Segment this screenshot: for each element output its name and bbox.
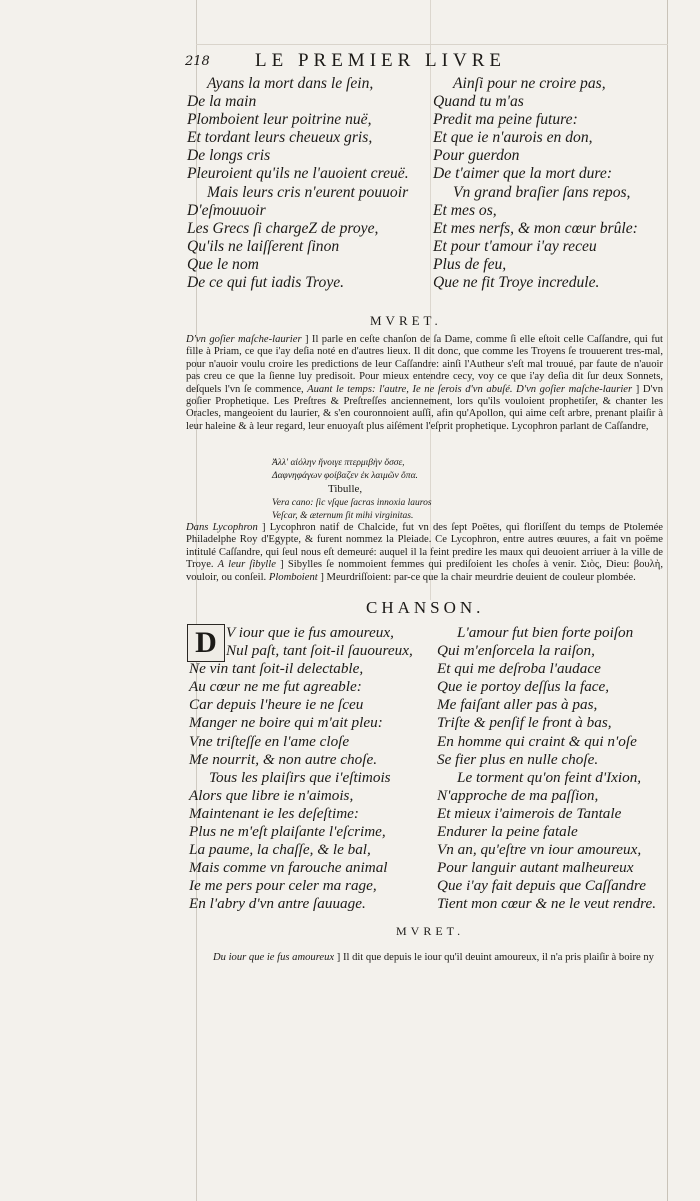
verse-line: Pleuroient qu'ils ne l'auoient creuë. — [187, 165, 409, 183]
verse-line: Ie me pers pour celer ma rage, — [189, 877, 377, 895]
verse-line: Ne vin tant ſoit-il delectable, — [189, 660, 364, 678]
lemma: Du iour que ie fus amoureux — [213, 952, 335, 963]
greek-quote-line: Ἀλλ' αἰόλην ἤνοιγε πτερμιβὴν ὄσσε, — [272, 458, 405, 468]
verse-line: Et mes nerfs, & mon cœur brûle: — [433, 219, 638, 237]
verse-line: Triſte & penſif le front à bas, — [437, 714, 612, 732]
lemma: Dans Lycophron — [186, 522, 258, 533]
poem1-left-column — [187, 75, 409, 292]
verse-line: Qu'ils ne laiſſerent ſinon — [187, 237, 340, 255]
commentary-paragraph — [186, 522, 663, 584]
verse-line: Plus de feu, — [433, 255, 507, 273]
verse-line: De la main — [187, 93, 257, 111]
verse-line: Que le nom — [187, 255, 259, 273]
verse-line: Que i'ay fait depuis que Caſſandre — [437, 877, 646, 895]
commentary-block — [186, 334, 663, 433]
verse-line: Me nourrit, & non autre choſe. — [189, 750, 377, 768]
decorated-initial: D — [187, 624, 225, 662]
verse-line: Tous les plaiſirs que i'eſtimois — [209, 768, 391, 786]
verse-line: En homme qui craint & qui n'oſe — [437, 732, 637, 750]
verse-line: En l'abry d'vn antre ſauuage. — [189, 895, 366, 913]
verse-line: N'approche de ma paſſion, — [437, 786, 599, 804]
latin-quote-line: Veſcar, & æternum ſit mihi virginitas. — [272, 511, 414, 521]
page-edge-line — [667, 0, 668, 1201]
verse-line: Et qui me deſroba l'audace — [437, 660, 601, 678]
quote-author: Tibulle, — [328, 483, 363, 495]
verse-line: Vn grand braſier ſans repos, — [453, 183, 631, 201]
verse-line: De longs cris — [187, 147, 271, 165]
commentary-block — [186, 522, 663, 584]
verse-line: Pour languir autant malheureux — [437, 859, 634, 877]
verse-line: Alors que libre ie n'aimois, — [189, 786, 354, 804]
verse-line: Au cœur ne me fut agreable: — [189, 678, 362, 696]
commentary-line — [213, 952, 665, 964]
commentary-text: ] Il dit que depuis le iour qu'il deuint amoureux, il n'a pris plaiſir à boire ny — [334, 952, 654, 963]
poem1-right-column — [433, 75, 638, 292]
lemma: Auant le temps: l'autre, Ie ne ſerois d'vn abuſé. — [303, 383, 513, 395]
verse-line: L'amour fut bien forte poiſon — [457, 624, 634, 641]
verse-line: Et mes os, — [433, 201, 497, 219]
verse-line: Qui m'enſorcela la raiſon, — [437, 642, 595, 660]
commentary-text: ] Lycophron natif de Chalcide, fut vn des ſept Poëtes, qui floriſſent du temps de Ptolemée Philadelphe Roy d'Egypte, & furent nommez la Pleiade. Ce Lycophron, entre autres œuures, a fait vn poëme intitulé Caſſandre, qui ſeul nous eſt demeuré: auquel il la feint predire les maux qui deuoient arriuer à la ville de Troye. — [186, 522, 663, 571]
verse-line: Nul paſt, tant ſoit-il ſauoureux, — [226, 642, 413, 660]
page-number: 218 — [185, 54, 210, 69]
verse-line: Maintenant ie les deſeſtime: — [189, 804, 359, 822]
page-header — [185, 50, 665, 74]
verse-line: Me faiſant aller pas à pas, — [437, 696, 598, 714]
verse-line: V iour que ie fus amoureux, — [226, 624, 394, 641]
lemma: D'vn goſier maſche-laurier — [512, 383, 633, 395]
verse-line: La paume, la chaſſe, & le bal, — [189, 841, 371, 859]
verse-line: Le torment qu'on feint d'Ixion, — [457, 768, 642, 786]
verse-line: Quand tu m'as — [433, 93, 524, 111]
chanson-title: CHANSON. — [366, 598, 485, 617]
commentary-heading: MVRET. — [396, 924, 465, 938]
verse-line: Manger ne boire qui m'ait pleu: — [189, 714, 383, 732]
verse-line: Plomboient leur poitrine nuë, — [187, 111, 372, 129]
verse-line: Predit ma peine future: — [433, 111, 578, 129]
verse-line: Et pour t'amour i'ay receu — [433, 237, 597, 255]
latin-quote-line: Vera cano: ſic vſque ſacras innoxia lauros — [272, 498, 432, 508]
verse-line: Ayans la mort dans le ſein, — [207, 75, 374, 92]
verse-line: Mais leurs cris n'eurent pouuoir — [207, 183, 409, 201]
verse-line: Et mieux i'aimerois de Tantale — [437, 804, 622, 822]
commentary-heading: MVRET. — [370, 313, 442, 328]
greek-quote-line: Δαφνηφάγων φοίβαζεν ἐκ λαιμῶν ὄπα. — [272, 471, 418, 481]
commentary-text: ] D'vn goſier Prophetique. Les Preſtres & Preſtreſſes anciennement, lors qu'ils vouloient prophetiſer, & chanter les Oracles, mangeoient du laurier, & s'en couronnoient auſſi, afin qu'Apollon, qui aime ceſt arbre, prenant plaiſir à leur haleine & à leur regard, leur enuoyaſt plus aiſément l'eſprit prophetique. Lycophron parlant de Caſſandre, — [186, 383, 663, 432]
top-rule-line — [196, 44, 668, 45]
verse-line: Plus ne m'eſt plaiſante l'eſcrime, — [189, 823, 386, 841]
verse-line: Et tordant leurs cheueux gris, — [187, 129, 373, 147]
verse-line: Se fier plus en nulle choſe. — [437, 750, 599, 768]
lemma: A leur ſibylle — [213, 559, 276, 571]
running-title: LE PREMIER LIVRE — [255, 50, 506, 71]
chanson-right-column — [437, 624, 656, 914]
verse-line: Les Grecs ſi chargeZ de proye, — [187, 219, 379, 237]
verse-line: Vn an, qu'eſtre vn iour amoureux, — [437, 841, 642, 859]
verse-line: D'eſmouuoir — [187, 201, 266, 219]
lemma: Plomboient — [266, 571, 318, 583]
verse-line: Endurer la peine fatale — [437, 823, 578, 841]
verse-line: Que ne fit Troye incredule. — [433, 274, 600, 292]
chanson-left-column — [189, 624, 413, 914]
verse-line: Car depuis l'heure ie ne ſceu — [189, 696, 364, 714]
commentary-text: ] Sibylles ſe nommoient femmes qui prediſoient les choſes à venir. Σιὸς, Dieu: βουλὴ, vouloir, ou conſeil. — [186, 559, 663, 583]
commentary-paragraph — [186, 334, 663, 433]
verse-line: Mais comme vn farouche animal — [189, 859, 388, 877]
commentary-text: ] Meurdriſſoient: par-ce que la chair meurdrie deuient de couleur plombée. — [317, 571, 636, 583]
lemma: D'vn goſier maſche-laurier — [186, 334, 302, 345]
verse-line: De t'aimer que la mort dure: — [433, 165, 613, 183]
verse-line: Et que ie n'aurois en don, — [433, 129, 593, 147]
verse-line: De ce qui fut iadis Troye. — [187, 274, 345, 292]
verse-line: Tient mon cœur & ne le veut rendre. — [437, 895, 657, 913]
verse-line: Ainſi pour ne croire pas, — [453, 75, 606, 92]
verse-line: Pour guerdon — [433, 147, 520, 165]
verse-line: Vne triſteſſe en l'ame cloſe — [189, 732, 350, 750]
column-guide-line — [430, 0, 431, 600]
verse-line: Que ie portoy deſſus la face, — [437, 678, 610, 696]
commentary-text: ] Il parle en ceſte chanſon de ſa Dame, comme ſi elle eſtoit celle Caſſandre, qui fut fille à Priam, ce que i'ay deſia noté en d'autres lieux. Il dit donc, que comme les Troyens ſe trouuerent tres-mal, pour n'auoir voulu croire les predictions de leur Caſſandre: ainſi l'Autheur s'eſt mal trouué, par faute de n'auoir pas creu ce que la ſienne luy predisoit. Pour mieux entendre cecy, voy ce que i'ay deſia dit ſur deux Sonnets, deſquels l'vn ſe commence, — [186, 334, 663, 395]
